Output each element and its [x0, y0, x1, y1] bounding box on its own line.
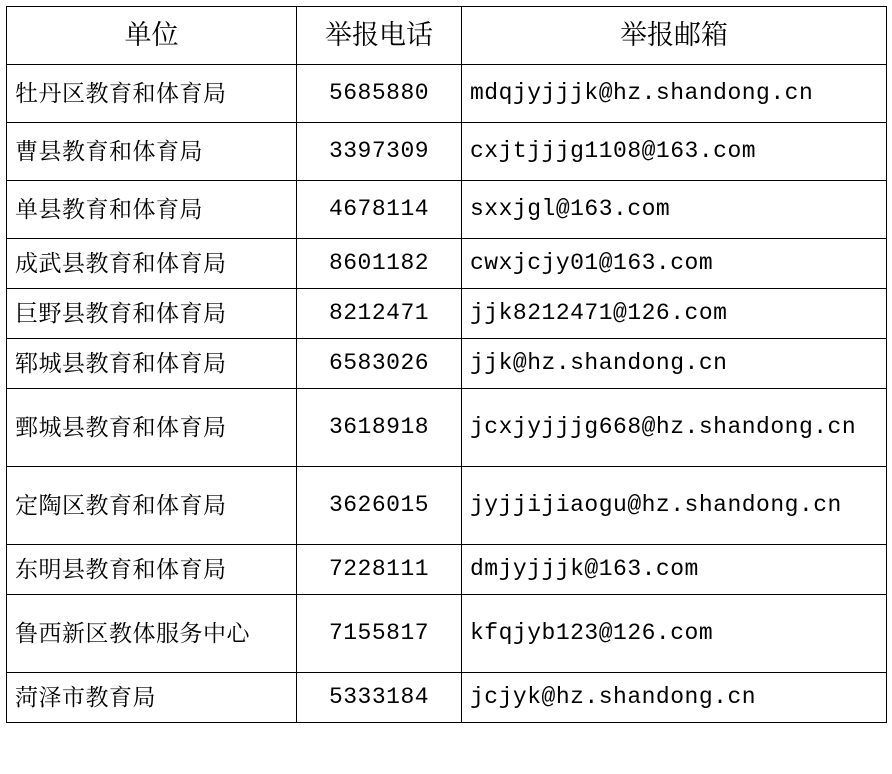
table-row: [7, 545, 887, 595]
table-row: [7, 181, 887, 239]
cell-phone: 7228111: [297, 545, 462, 595]
cell-email: jyjjijiaogu@hz.shandong.cn: [462, 467, 887, 545]
table-header-row: [7, 7, 887, 65]
table-row: [7, 339, 887, 389]
cell-email: mdqjyjjjk@hz.shandong.cn: [462, 65, 887, 123]
table-row: [7, 389, 887, 467]
table-row: [7, 65, 887, 123]
cell-email: cwxjcjy01@163.com: [462, 239, 887, 289]
table-row: [7, 239, 887, 289]
table-row: [7, 595, 887, 673]
cell-phone: 3626015: [297, 467, 462, 545]
cell-unit: 鲁西新区教体服务中心: [7, 595, 297, 673]
table-row: [7, 289, 887, 339]
cell-phone: 8601182: [297, 239, 462, 289]
cell-email: jjk@hz.shandong.cn: [462, 339, 887, 389]
cell-unit: 东明县教育和体育局: [7, 545, 297, 595]
cell-unit: 单县教育和体育局: [7, 181, 297, 239]
cell-email: jcxjyjjjg668@hz.shandong.cn: [462, 389, 887, 467]
table-header: [7, 7, 887, 65]
cell-phone: 5685880: [297, 65, 462, 123]
cell-unit: 成武县教育和体育局: [7, 239, 297, 289]
table-body: [7, 65, 887, 723]
cell-phone: 3397309: [297, 123, 462, 181]
cell-phone: 8212471: [297, 289, 462, 339]
cell-phone: 5333184: [297, 673, 462, 723]
cell-email: cxjtjjjg1108@163.com: [462, 123, 887, 181]
cell-unit: 巨野县教育和体育局: [7, 289, 297, 339]
cell-phone: 6583026: [297, 339, 462, 389]
cell-phone: 7155817: [297, 595, 462, 673]
column-header-phone: 举报电话: [297, 7, 462, 65]
reporting-contacts-table: [6, 6, 887, 723]
table-row: [7, 123, 887, 181]
cell-unit: 鄄城县教育和体育局: [7, 389, 297, 467]
cell-email: sxxjgl@163.com: [462, 181, 887, 239]
cell-email: jcjyk@hz.shandong.cn: [462, 673, 887, 723]
cell-unit: 郓城县教育和体育局: [7, 339, 297, 389]
cell-unit: 曹县教育和体育局: [7, 123, 297, 181]
cell-unit: 牡丹区教育和体育局: [7, 65, 297, 123]
column-header-email: 举报邮箱: [462, 7, 887, 65]
cell-email: kfqjyb123@126.com: [462, 595, 887, 673]
table-row: [7, 467, 887, 545]
cell-unit: 菏泽市教育局: [7, 673, 297, 723]
cell-email: jjk8212471@126.com: [462, 289, 887, 339]
cell-phone: 4678114: [297, 181, 462, 239]
document-page: [0, 6, 892, 774]
cell-phone: 3618918: [297, 389, 462, 467]
cell-unit: 定陶区教育和体育局: [7, 467, 297, 545]
table-row: [7, 673, 887, 723]
column-header-unit: 单位: [7, 7, 297, 65]
cell-email: dmjyjjjk@163.com: [462, 545, 887, 595]
